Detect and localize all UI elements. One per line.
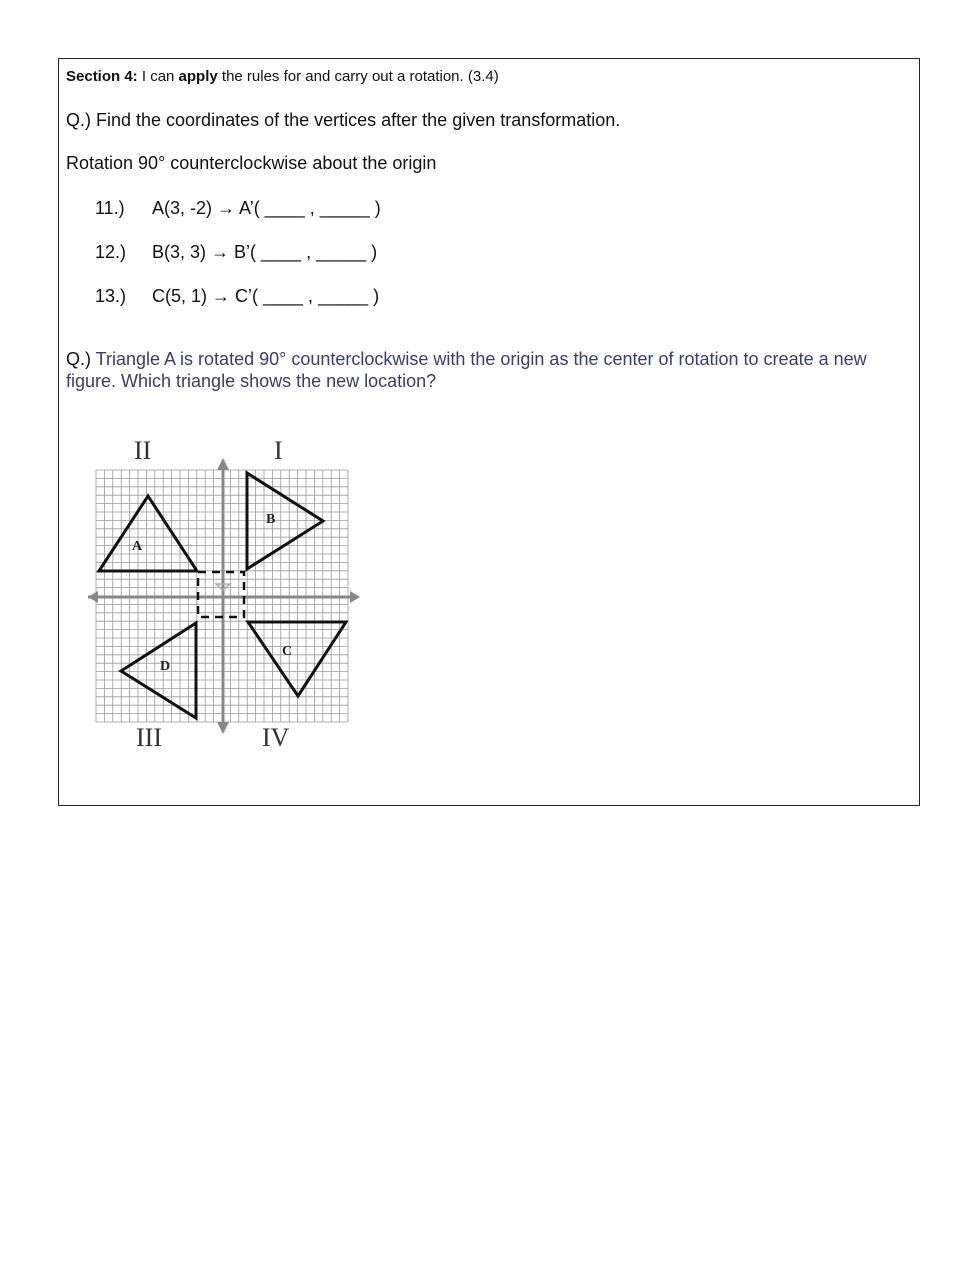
quadrant-i-label: I — [274, 436, 283, 465]
question-2-text: Triangle A is rotated 90° counterclockwise with the origin as the center of rotation to create a new figure. Which triangle shows the new location? — [66, 349, 867, 391]
question-1: Q.) Find the coordinates of the vertices after the given transformation. — [66, 110, 621, 130]
triangle-c-label: C — [282, 644, 293, 659]
rotation-rule: Rotation 90° counterclockwise about the origin — [66, 153, 437, 173]
y-axis-up-arrow — [217, 458, 229, 470]
question-2-prefix: Q.) — [66, 349, 96, 369]
item-number: 13.) — [95, 286, 127, 306]
quadrant-ii-label: II — [134, 436, 152, 465]
triangle-d — [121, 623, 196, 718]
item-expression: B(3, 3) → B’( ____ , _____ ) — [152, 242, 378, 262]
question-2 — [66, 348, 896, 392]
item-number: 11.) — [95, 198, 125, 218]
section-label: Section 4: — [66, 68, 138, 85]
section-pre: I can — [137, 68, 179, 85]
triangle-b — [247, 473, 323, 569]
triangle-d-label: D — [160, 659, 171, 674]
triangle-b-label: B — [266, 512, 276, 527]
x-axis-right-arrow — [350, 591, 360, 603]
triangle-a-label: A — [132, 539, 143, 554]
x-axis-left-arrow — [88, 591, 98, 603]
triangle-a — [99, 496, 197, 571]
axes — [88, 458, 360, 734]
quadrant-iv-label: IV — [262, 723, 290, 752]
item-expression: A(3, -2) → A’( ____ , _____ ) — [152, 198, 381, 218]
section-post: the rules for and carry out a rotation. (3.4) — [217, 68, 499, 85]
rotation-diagram — [80, 430, 370, 760]
section-heading — [66, 68, 499, 85]
section-bold-word: apply — [178, 68, 218, 85]
quadrant-iii-label: III — [136, 723, 162, 752]
y-axis-down-arrow — [217, 722, 229, 734]
item-expression: C(5, 1) → C’( ____ , _____ ) — [152, 286, 380, 306]
item-number: 12.) — [95, 242, 127, 262]
